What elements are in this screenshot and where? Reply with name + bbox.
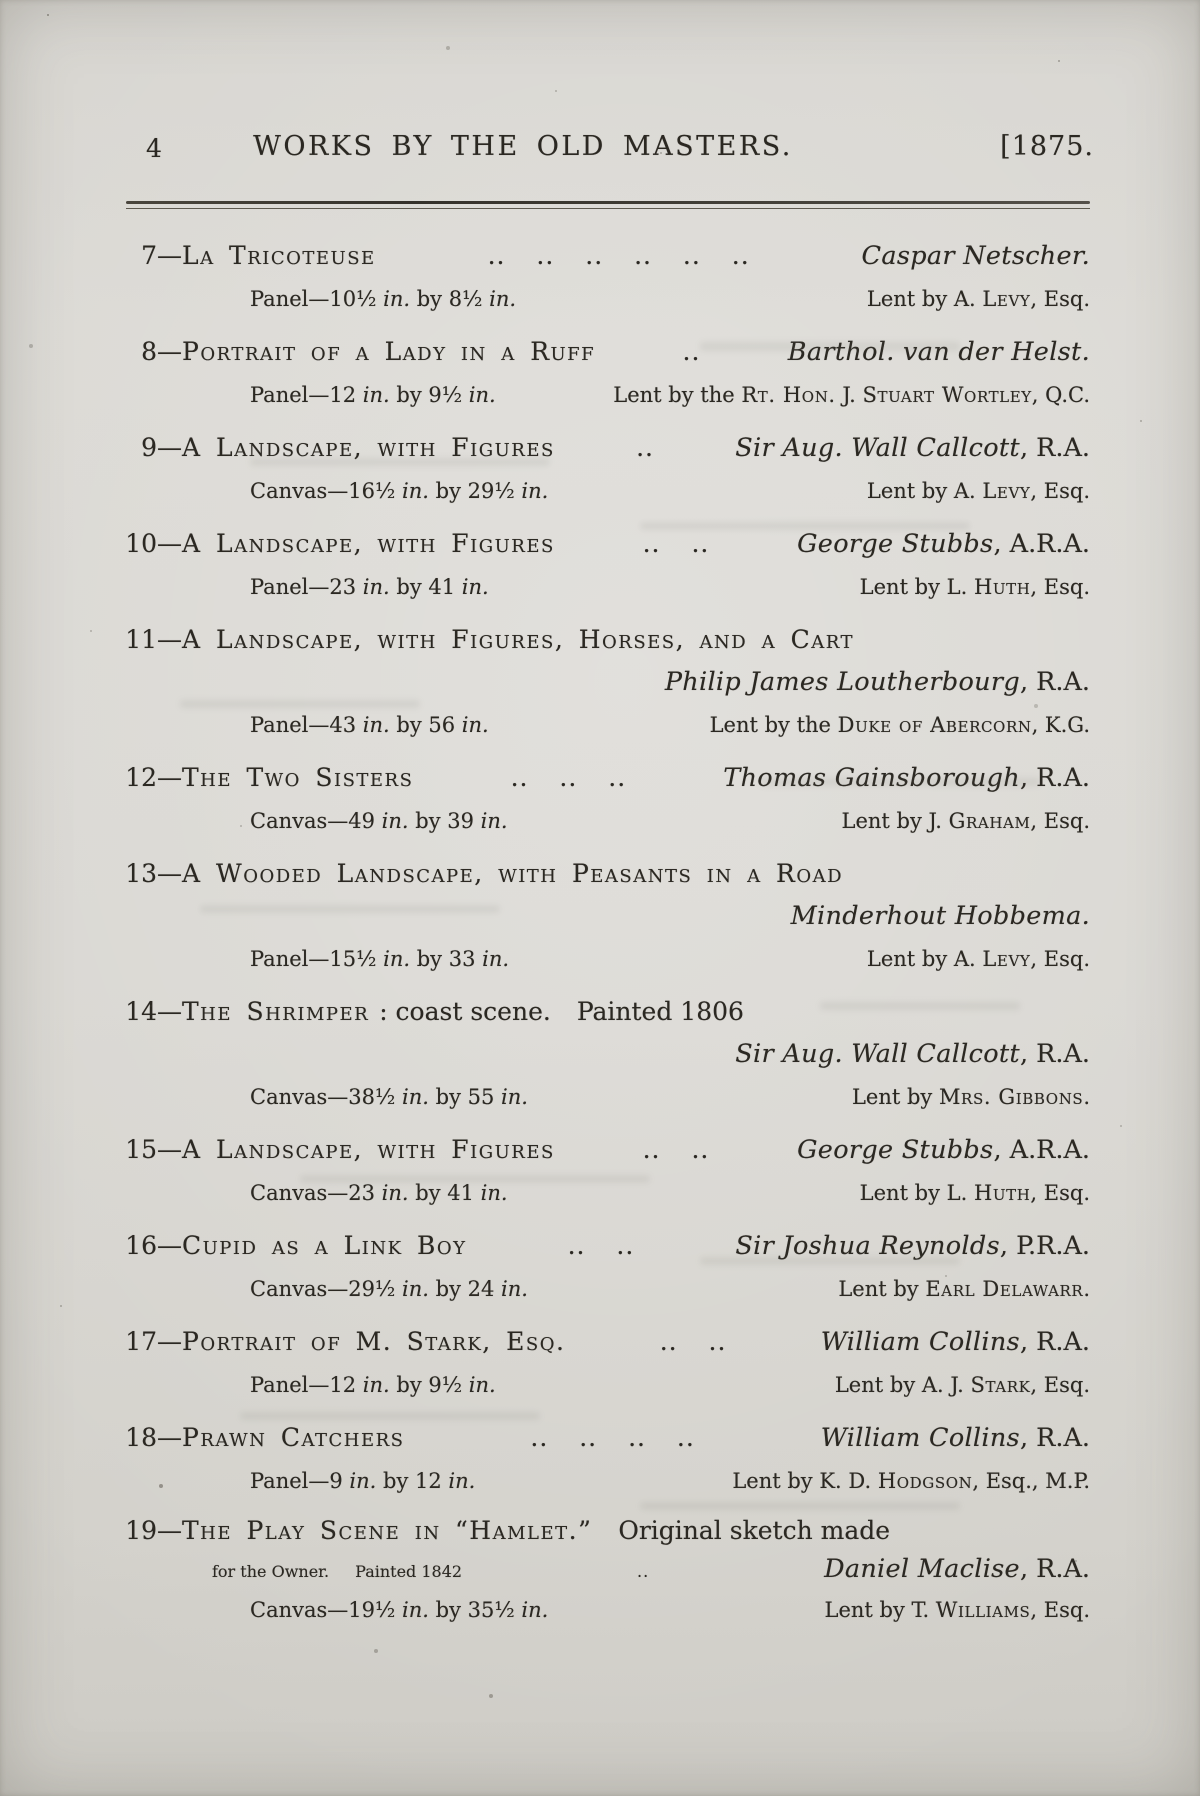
entry-title-line-2 bbox=[124, 1550, 1090, 1591]
entry-title: Portrait of M. Stark, Esq. bbox=[182, 1327, 566, 1356]
artist-name bbox=[797, 1129, 1090, 1172]
artist-name bbox=[665, 661, 1090, 704]
title-continued: for the Owner. bbox=[212, 1562, 330, 1581]
catalog-entry bbox=[124, 1320, 1090, 1407]
catalog-entry bbox=[124, 1416, 1090, 1503]
entry-title: A Landscape, with Figures, Horses, and a Cart bbox=[182, 625, 854, 654]
lender-phrase: , Esq. bbox=[1030, 1373, 1090, 1397]
lender-text bbox=[825, 1591, 1090, 1629]
lender-phrase: J. bbox=[835, 383, 863, 407]
catalog-entry bbox=[124, 618, 1090, 747]
artist-name-italic: Daniel Maclise bbox=[824, 1554, 1020, 1584]
catalog-list bbox=[124, 234, 1090, 1638]
lender-name: Huth bbox=[973, 575, 1031, 599]
lender-phrase: , Esq. bbox=[1030, 575, 1090, 599]
artist-name bbox=[791, 895, 1090, 938]
dimensions-text: Panel—15½ in. by 33 in. bbox=[250, 947, 510, 971]
artist-name-italic: Caspar Netscher. bbox=[861, 241, 1090, 271]
entry-number: 15— bbox=[125, 1135, 182, 1164]
lender-name: Earl Delawarr bbox=[925, 1277, 1084, 1301]
entry-title-line bbox=[124, 1320, 1090, 1364]
size-lender-line bbox=[124, 1591, 1090, 1629]
dimensions-text: Panel—9 in. by 12 in. bbox=[250, 1469, 476, 1493]
entry-title-line bbox=[124, 990, 1090, 1033]
dimensions-text: Canvas—23 in. by 41 in. bbox=[250, 1181, 508, 1205]
title-note: Original sketch made bbox=[618, 1516, 891, 1545]
entry-number: 7— bbox=[141, 241, 182, 270]
artist-name bbox=[788, 331, 1090, 374]
lender-text bbox=[867, 938, 1090, 981]
lender-phrase: , Esq. bbox=[1030, 287, 1090, 311]
dimensions-text: Panel—23 in. by 41 in. bbox=[250, 575, 489, 599]
lender-text bbox=[710, 704, 1090, 747]
entry-number: 9— bbox=[141, 433, 182, 462]
artist-name bbox=[821, 1417, 1090, 1460]
artist-name-italic: Minderhout Hobbema. bbox=[790, 901, 1090, 931]
entry-title-line bbox=[124, 618, 1090, 661]
leader-dots: .. .. bbox=[642, 1135, 710, 1164]
entry-title: Cupid as a Link Boy bbox=[182, 1231, 467, 1260]
lender-phrase: Lent by the bbox=[613, 383, 742, 407]
catalog-entry bbox=[124, 426, 1090, 513]
entry-title: A Landscape, with Figures bbox=[182, 433, 555, 462]
lender-phrase: , Esq. bbox=[1030, 1181, 1090, 1205]
artist-name-italic: George Stubbs bbox=[797, 1135, 994, 1165]
lender-name: Rt. Hon. bbox=[741, 383, 836, 407]
size-lender-line bbox=[124, 800, 1090, 843]
lender-text bbox=[842, 800, 1091, 843]
dimensions-text: Canvas—29½ in. by 24 in. bbox=[250, 1277, 528, 1301]
artist-honorific: , R.A. bbox=[1019, 1554, 1090, 1584]
entry-title: The Shrimper bbox=[182, 997, 370, 1026]
entry-title-line bbox=[124, 426, 1090, 470]
lender-name: Williams bbox=[935, 1598, 1031, 1622]
lender-phrase: Lent by the bbox=[709, 713, 838, 737]
dimensions-text: Canvas—49 in. by 39 in. bbox=[250, 809, 508, 833]
lender-name: Stuart Wortley bbox=[862, 383, 1032, 407]
size-lender-line bbox=[124, 1076, 1090, 1119]
size-lender-line bbox=[124, 704, 1090, 747]
entry-title: A Wooded Landscape, with Peasants in a Road bbox=[182, 859, 844, 888]
lender-name: Levy bbox=[982, 479, 1031, 503]
page-title: WORKS BY THE OLD MASTERS. bbox=[253, 131, 793, 162]
dimensions-text: Panel—12 in. by 9½ in. bbox=[250, 383, 496, 407]
entry-title: Prawn Catchers bbox=[182, 1423, 405, 1452]
lender-phrase: , Esq. bbox=[1030, 947, 1090, 971]
entry-title-line bbox=[124, 522, 1090, 566]
artist-honorific: , R.A. bbox=[1019, 667, 1090, 697]
lender-phrase: , Esq. bbox=[1030, 809, 1090, 833]
artist-name-italic: Sir Joshua Reynolds bbox=[735, 1231, 1000, 1261]
entry-title-line bbox=[124, 1224, 1090, 1268]
artist-name-italic: William Collins bbox=[820, 1327, 1020, 1357]
entry-title: The Two Sisters bbox=[182, 763, 414, 792]
size-lender-line bbox=[124, 1268, 1090, 1311]
entry-title: A Landscape, with Figures bbox=[182, 529, 555, 558]
lender-phrase: Lent by K. D. bbox=[732, 1469, 878, 1493]
artist-honorific: , P.R.A. bbox=[999, 1231, 1090, 1261]
artist-name-italic: George Stubbs bbox=[797, 529, 994, 559]
lender-text bbox=[867, 470, 1090, 513]
lender-phrase: Lent by A. bbox=[866, 947, 983, 971]
leader-dots: .. .. bbox=[642, 529, 710, 558]
leader-dots: .. .. bbox=[659, 1327, 727, 1356]
lender-name: Graham bbox=[948, 809, 1031, 833]
title-note: Painted 1806 bbox=[576, 997, 744, 1026]
artist-honorific: , R.A. bbox=[1019, 1327, 1090, 1357]
dimensions-text: Canvas—19½ in. by 35½ in. bbox=[250, 1598, 549, 1622]
entry-number: 18— bbox=[125, 1423, 182, 1452]
lender-name: Mrs. Gibbons bbox=[938, 1085, 1084, 1109]
lender-phrase: , Q.C. bbox=[1031, 383, 1090, 407]
size-lender-line bbox=[124, 566, 1090, 609]
dimensions-text: Panel—43 in. by 56 in. bbox=[250, 713, 489, 737]
page-number: 4 bbox=[146, 134, 162, 163]
catalog-entry bbox=[124, 852, 1090, 981]
catalog-entry bbox=[124, 1128, 1090, 1215]
entry-number: 17— bbox=[125, 1327, 182, 1356]
entry-title-line bbox=[124, 1128, 1090, 1172]
catalog-entry bbox=[124, 522, 1090, 609]
lender-phrase: Lent by A. bbox=[866, 479, 983, 503]
entry-number: 12— bbox=[125, 763, 182, 792]
lender-text bbox=[835, 1364, 1090, 1407]
entry-number: 11— bbox=[125, 625, 182, 654]
leader-dots: .. bbox=[682, 337, 701, 366]
lender-phrase: , K.G. bbox=[1031, 713, 1090, 737]
artist-honorific: , R.A. bbox=[1019, 1423, 1090, 1453]
attribution-line bbox=[124, 895, 1090, 938]
leader-dots: .. .. .. bbox=[510, 763, 627, 792]
catalog-entry bbox=[124, 330, 1090, 417]
entry-title: La Tricoteuse bbox=[182, 241, 376, 270]
artist-name-italic: Sir Aug. Wall Callcott bbox=[735, 1039, 1020, 1069]
entry-number: 19— bbox=[125, 1516, 182, 1545]
artist-name bbox=[735, 1033, 1090, 1076]
size-lender-line bbox=[124, 470, 1090, 513]
dimensions-text: Canvas—16½ in. by 29½ in. bbox=[250, 479, 549, 503]
rule-thick-line bbox=[126, 201, 1090, 204]
catalog-entry bbox=[124, 990, 1090, 1119]
lender-name: Duke of Abercorn bbox=[837, 713, 1032, 737]
leader-dots: .. .. .. .. .. .. bbox=[487, 241, 750, 270]
artist-name bbox=[723, 757, 1090, 800]
header-rule bbox=[126, 201, 1090, 209]
page-year: [1875. bbox=[1000, 131, 1094, 162]
size-lender-line bbox=[124, 1172, 1090, 1215]
size-lender-line bbox=[124, 1364, 1090, 1407]
lender-name: Levy bbox=[982, 947, 1031, 971]
lender-phrase: . bbox=[1083, 1277, 1090, 1301]
lender-phrase: Lent by bbox=[838, 1277, 926, 1301]
entry-title: A Landscape, with Figures bbox=[182, 1135, 555, 1164]
entry-title: Portrait of a Lady in a Ruff bbox=[182, 337, 596, 366]
catalog-entry bbox=[124, 234, 1090, 321]
title-note: Painted 1842 bbox=[355, 1562, 463, 1581]
title-note: : coast scene. bbox=[379, 997, 551, 1026]
leader-dots: .. bbox=[637, 1562, 650, 1581]
lender-phrase: Lent by A. J. bbox=[834, 1373, 971, 1397]
artist-name bbox=[862, 235, 1090, 278]
artist-name bbox=[735, 1225, 1090, 1268]
artist-honorific: , R.A. bbox=[1019, 433, 1090, 463]
lender-phrase: Lent by T. bbox=[824, 1598, 936, 1622]
entry-number: 10— bbox=[125, 529, 182, 558]
leader-dots: .. .. .. .. bbox=[530, 1423, 695, 1452]
size-lender-line bbox=[124, 938, 1090, 981]
entry-title-line bbox=[124, 852, 1090, 895]
dimensions-text: Canvas—38½ in. by 55 in. bbox=[250, 1085, 528, 1109]
catalog-entry bbox=[124, 756, 1090, 843]
entry-title-line bbox=[124, 330, 1090, 374]
lender-phrase: Lent by bbox=[851, 1085, 939, 1109]
entry-number: 13— bbox=[125, 859, 182, 888]
artist-name-italic: Barthol. van der Helst. bbox=[787, 337, 1090, 367]
entry-number: 16— bbox=[125, 1231, 182, 1260]
artist-name-italic: William Collins bbox=[820, 1423, 1020, 1453]
lender-text bbox=[852, 1076, 1090, 1119]
entry-title-line bbox=[124, 756, 1090, 800]
catalog-entry bbox=[124, 1224, 1090, 1311]
entry-title: The Play Scene in “Hamlet.” bbox=[182, 1516, 593, 1545]
size-lender-line bbox=[124, 278, 1090, 321]
attribution-line bbox=[124, 1033, 1090, 1076]
lender-phrase: , Esq. bbox=[1030, 1598, 1090, 1622]
artist-name-italic: Thomas Gainsborough bbox=[723, 763, 1020, 793]
artist-name bbox=[824, 1550, 1090, 1588]
size-lender-line bbox=[124, 1460, 1090, 1503]
lender-text bbox=[838, 1268, 1090, 1311]
entry-number: 8— bbox=[141, 337, 182, 366]
lender-name: Huth bbox=[973, 1181, 1031, 1205]
leader-dots: .. .. bbox=[567, 1231, 635, 1260]
entry-number: 14— bbox=[125, 997, 182, 1026]
lender-name: Stark bbox=[970, 1373, 1031, 1397]
artist-honorific: , A.R.A. bbox=[993, 1135, 1090, 1165]
entry-title-line bbox=[124, 1512, 1090, 1550]
paper-speckles bbox=[0, 0, 2, 2]
artist-name-italic: Sir Aug. Wall Callcott bbox=[735, 433, 1020, 463]
artist-name-italic: Philip James Loutherbourg bbox=[664, 667, 1020, 697]
artist-name bbox=[821, 1321, 1090, 1364]
lender-name: Levy bbox=[982, 287, 1031, 311]
dimensions-text: Panel—10½ in. by 8½ in. bbox=[250, 287, 517, 311]
lender-phrase: , Esq. bbox=[1030, 479, 1090, 503]
artist-name bbox=[735, 427, 1090, 470]
lender-phrase: Lent by L. bbox=[859, 575, 974, 599]
lender-text bbox=[860, 1172, 1090, 1215]
artist-honorific: , A.R.A. bbox=[993, 529, 1090, 559]
lender-phrase: , Esq., M.P. bbox=[972, 1469, 1090, 1493]
lender-text bbox=[613, 374, 1090, 417]
lender-phrase: Lent by J. bbox=[841, 809, 949, 833]
artist-honorific: , R.A. bbox=[1019, 763, 1090, 793]
lender-text bbox=[867, 278, 1090, 321]
lender-name: Hodgson bbox=[877, 1469, 973, 1493]
lender-phrase: Lent by A. bbox=[866, 287, 983, 311]
lender-phrase: . bbox=[1083, 1085, 1090, 1109]
rule-thin-line bbox=[126, 208, 1090, 209]
leader-dots: .. bbox=[636, 433, 654, 462]
artist-name bbox=[797, 523, 1090, 566]
lender-text bbox=[860, 566, 1090, 609]
catalog-entry bbox=[124, 1512, 1090, 1629]
entry-title-line bbox=[124, 1416, 1090, 1460]
size-lender-line bbox=[124, 374, 1090, 417]
lender-text bbox=[732, 1460, 1090, 1503]
lender-phrase: Lent by L. bbox=[859, 1181, 974, 1205]
artist-honorific: , R.A. bbox=[1019, 1039, 1090, 1069]
dimensions-text: Panel—12 in. by 9½ in. bbox=[250, 1373, 496, 1397]
attribution-line bbox=[124, 661, 1090, 704]
entry-title-line bbox=[124, 234, 1090, 278]
